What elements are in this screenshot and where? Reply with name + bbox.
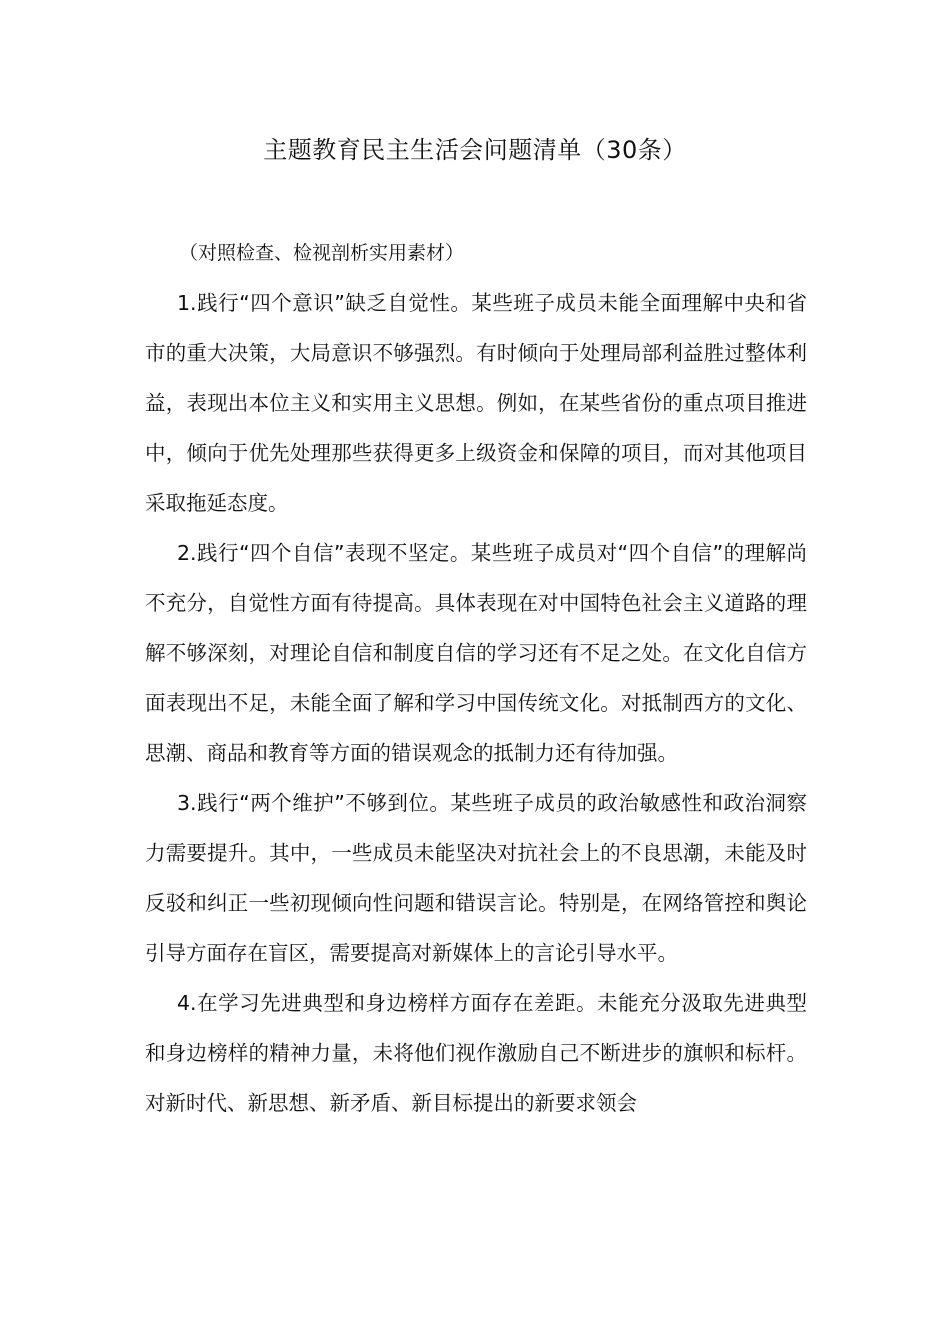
paragraph-2: 2.践行“四个自信”表现不坚定。某些班子成员对“四个自信”的理解尚不充分，自觉性方面有待提高。具体表现在对中国特色社会主义道路的理解不够深刻，对理论自信和制度自信的学习还有不足之处。在文化自信方面表现出不足，未能全面了解和学习中国传统文化。对抵制西方的文化、思潮、商品和教育等方面的错误观念的抵制力还有待加强。 — [145, 541, 807, 765]
paragraph-4: 4.在学习先进典型和身边榜样方面存在差距。未能充分汲取先进典型和身边榜样的精神力量，未将他们视作激励自己不断进步的旗帜和标杆。对新时代、新思想、新矛盾、新目标提出的新要求领会 — [145, 991, 807, 1115]
document-subtitle: （对照检查、检视剖析实用素材） — [179, 242, 465, 264]
document-body — [145, 228, 807, 1128]
paragraph-3: 3.践行“两个维护”不够到位。某些班子成员的政治敏感性和政治洞察力需要提升。其中，一些成员未能坚决对抗社会上的不良思潮，未能及时反驳和纠正一些初现倾向性问题和错误言论。特别是，在网络管控和舆论引导方面存在盲区，需要提高对新媒体上的言论引导水平。 — [145, 791, 807, 965]
document-title: 主题教育民主生活会问题清单（30条） — [263, 136, 687, 164]
paragraph-1: 1.践行“四个意识”缺乏自觉性。某些班子成员未能全面理解中央和省市的重大决策，大局意识不够强烈。有时倾向于处理局部利益胜过整体利益，表现出本位主义和实用主义思想。例如，在某些省份的重点项目推进中，倾向于优先处理那些获得更多上级资金和保障的项目，而对其他项目采取拖延态度。 — [145, 291, 807, 515]
